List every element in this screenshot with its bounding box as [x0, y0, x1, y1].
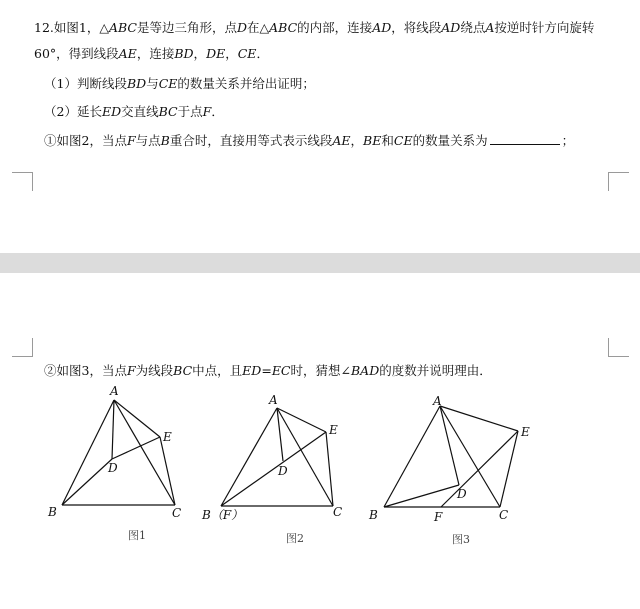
fig1-label-a: A	[110, 384, 119, 398]
question-part-2: （2）延长ED交直线BC于点F．	[44, 104, 224, 119]
fig3-label-d: D	[457, 487, 467, 501]
fig2-label-bf: B（F）	[202, 508, 244, 522]
figure-3	[368, 394, 530, 546]
geometry-figures	[0, 273, 640, 609]
fig2-caption: 图2	[286, 532, 304, 545]
fig3-seg-bd	[384, 485, 459, 507]
question-subpart-2: ②如图3，当点F为线段BC中点，且ED=EC时，猜想∠BAD的度数并说明理由．	[44, 363, 492, 378]
fig3-label-c: C	[499, 508, 509, 522]
fig3-label-f: F	[434, 510, 443, 524]
page-corner-mark	[12, 172, 33, 191]
fig1-seg-de	[112, 437, 160, 459]
page-separator	[0, 253, 640, 273]
fig1-seg-ce	[160, 437, 175, 505]
fig2-label-d: D	[278, 464, 288, 478]
fig3-seg-ae	[440, 406, 518, 431]
fig3-seg-ab	[384, 406, 440, 507]
fig3-label-e: E	[521, 425, 530, 439]
fig3-caption: 图3	[452, 533, 470, 546]
fig2-seg-ab	[221, 408, 277, 506]
figure-1	[47, 384, 181, 542]
fig2-seg-be	[221, 432, 326, 506]
question-subpart-1: ①如图2，当点F与点B重合时，直接用等式表示线段AE，BE和CE的数量关系为 ；	[44, 133, 575, 148]
question-12-line-1: 12.如图1，△ABC是等边三角形，点D在△ABC的内部，连接AD，将线段AD绕点A按逆时针方向旋转	[34, 20, 595, 35]
fig1-label-e: E	[163, 430, 172, 444]
fig1-seg-ae	[114, 400, 160, 437]
fig1-label-d: D	[108, 461, 118, 475]
fig1-seg-ab	[62, 400, 114, 505]
page-corner-mark	[608, 172, 629, 191]
fig1-seg-ad	[112, 400, 114, 459]
fig2-seg-ac	[277, 408, 333, 506]
question-part-1: （1）判断线段BD与CE的数量关系并给出证明；	[44, 76, 315, 91]
figure-2	[201, 393, 342, 545]
fig2-label-c: C	[333, 505, 343, 519]
fig3-label-b: B	[369, 508, 378, 522]
fig1-seg-ac	[114, 400, 175, 505]
fig2-label-e: E	[329, 423, 338, 437]
fig1-seg-bd	[62, 459, 112, 505]
fig2-label-a: A	[269, 393, 278, 407]
fig3-seg-ce	[500, 431, 518, 507]
fig3-seg-ad	[440, 406, 459, 485]
fig3-seg-fe	[441, 431, 518, 507]
document-page-top	[0, 0, 640, 253]
fig3-seg-ac	[440, 406, 500, 507]
answer-blank[interactable]	[490, 132, 560, 145]
fig1-label-c: C	[172, 506, 182, 520]
fig1-caption: 图1	[128, 529, 146, 542]
document-page-bottom	[0, 273, 640, 609]
fig3-label-a: A	[433, 394, 442, 408]
question-12-line-2: 60°，得到线段AE，连接BD，DE，CE．	[34, 46, 269, 61]
fig1-label-b: B	[48, 505, 57, 519]
